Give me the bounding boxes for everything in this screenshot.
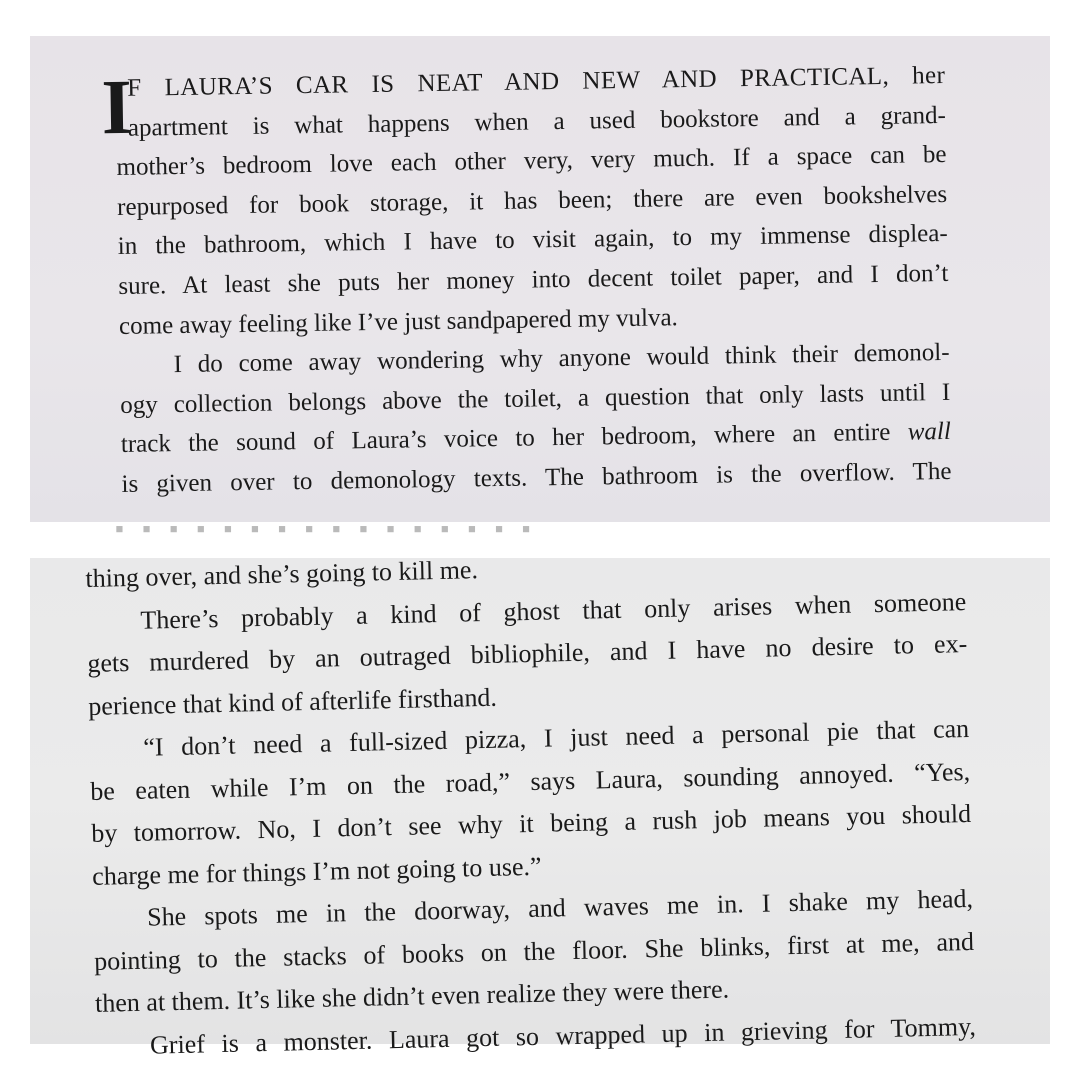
text-line: then at them. It’s like she didn’t even realize they were there. [94, 974, 730, 1018]
bottom-text-block [85, 538, 976, 1068]
top-text-block [100, 56, 952, 505]
text-line: repurposed for book storage, it has been; there are even bookshelves [116, 180, 948, 221]
text-line: F LAURA’S CAR IS NEAT AND NEW AND PRACTICAL, her [127, 61, 946, 102]
text-line: come away feeling like I’ve just sandpapered my vulva. [118, 303, 679, 340]
text-line: apartment is what happens when a used bookstore and a grand- [127, 101, 947, 142]
text-line: sure. At least she puts her money into decent toilet paper, and I don’t [118, 259, 949, 300]
text-line: be eaten while I’m on the road,” says Laura, sounding annoyed. “Yes, [89, 756, 971, 806]
text-line: perience that kind of afterlife firsthand. [88, 682, 498, 721]
text-line: Grief is a monster. Laura got so wrapped up in grieving for Tommy, [149, 1011, 977, 1060]
text-line: “I don’t need a full-sized pizza, I just need a personal pie that can [142, 713, 970, 762]
text-line: gets murdered by an outraged bibliophile, and I have no desire to ex- [87, 629, 968, 678]
text-line: is given over to demonology texts. The bathroom is the overflow. The [121, 457, 952, 498]
text-line: I do come away wondering why anyone would think their demonol- [173, 339, 950, 379]
text-line: by tomorrow. No, I don’t see why it being a rush job means you should [90, 798, 972, 848]
text-line: charge me for things I’m not going to use.” [91, 851, 542, 891]
text-line: in the bathroom, which I have to visit again, to my immense displea- [117, 220, 948, 261]
text-segment: track the sound of Laura’s voice to her bedroom, where an entire [120, 419, 891, 459]
text-line: mother’s bedroom love each other very, very much. If a space can be [116, 141, 947, 182]
text-line: pointing to the stacks of books on the floor. She blinks, first at me, and [93, 926, 975, 976]
bottom-page-photo [30, 555, 1050, 1060]
italic-word: wall [907, 418, 952, 446]
cut-off-text-line: ▪ ▪ ▪ ▪ ▪ ▪ ▪ ▪ ▪ ▪ ▪ ▪ ▪ ▪ ▪ ▪ [115, 516, 537, 543]
drop-cap: I [100, 62, 133, 151]
text-line: ogy collection belongs above the toilet, a question that only lasts until I [120, 378, 951, 419]
text-line: There’s probably a kind of ghost that only arises when someone [140, 586, 967, 635]
top-page-photo [30, 36, 1050, 543]
text-line: thing over, and she’s going to kill me. [85, 555, 479, 593]
text-line: She spots me in the doorway, and waves me in. I shake my head, [146, 883, 974, 932]
